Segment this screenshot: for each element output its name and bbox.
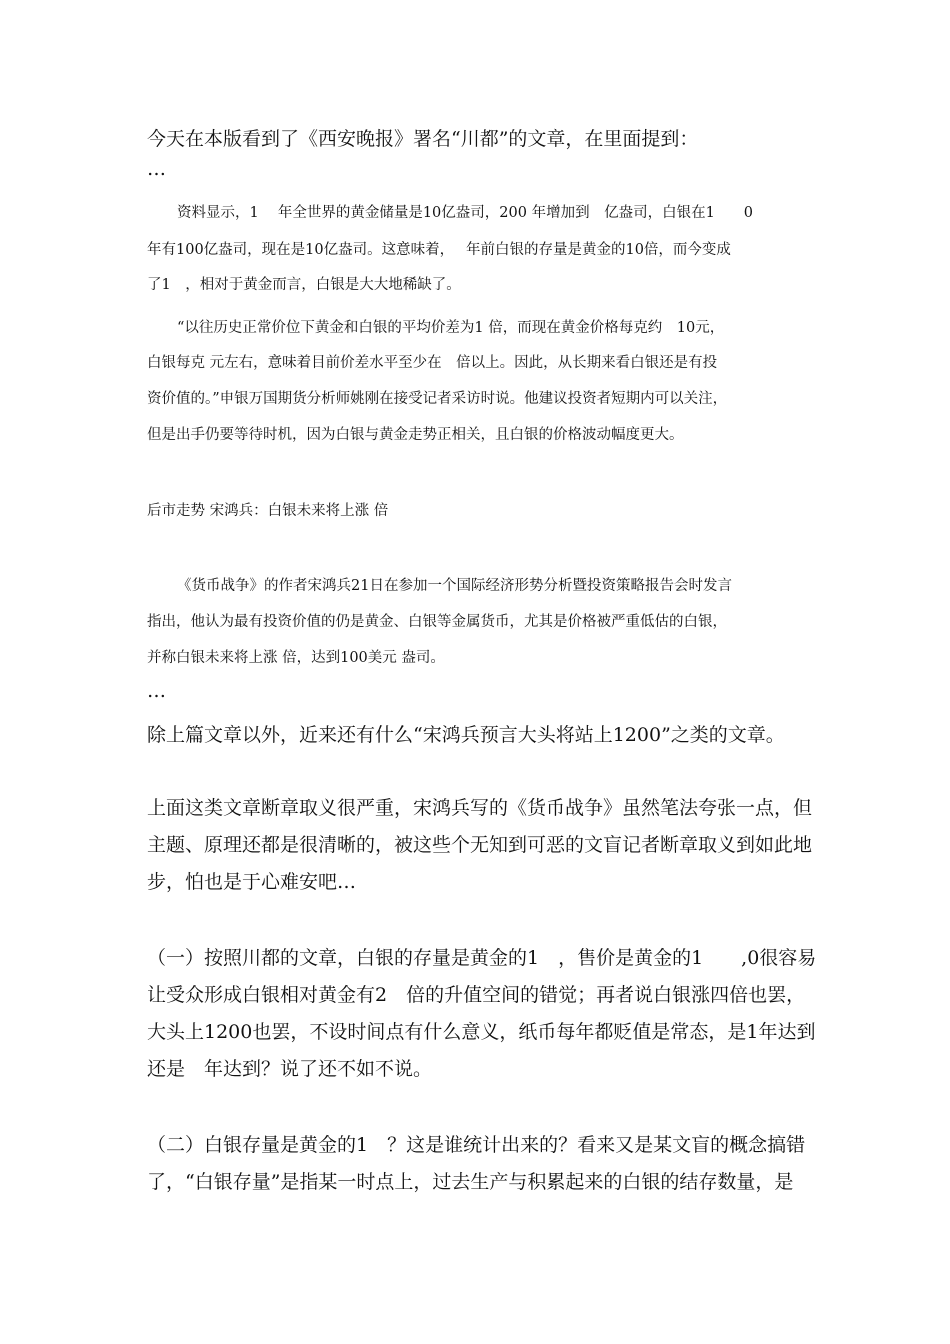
point-2-line-1: （二）白银存量是黄金的1 ？这是谁统计出来的？看来又是某文盲的概念搞错 — [147, 1134, 806, 1156]
comment-2-line-3: 步，怕也是于心难安吧… — [147, 871, 357, 893]
quote-p2-line-4: 但是出手仍要等待时机，因为白银与黄金走势正相关，且白银的价格波动幅度更大。 — [147, 427, 684, 443]
quote-p2-line-3: 资价值的。”申银万国期货分析师姚刚在接受记者采访时说。他建议投资者短期内可以关注， — [147, 391, 728, 407]
quote-p1-line-3: 了1 ，相对于黄金而言，白银是大大地稀缺了。 — [147, 277, 461, 293]
intro-line: 今天在本版看到了《西安晚报》署名“川都”的文章，在里面提到： — [147, 128, 699, 150]
point-1-line-1: （一）按照川都的文章，白银的存量是黄金的1 ，售价是黄金的1 ,0很容易 — [147, 947, 817, 969]
point-1-line-3: 大头上1200也罢，不设时间点有什么意义，纸币每年都贬值是常态，是1年达到 — [147, 1021, 816, 1043]
quote-p2-line-2: 白银每克 元左右，意味着目前价差水平至少在 倍以上。因此，从长期来看白银还是有投 — [147, 355, 718, 371]
quote-p1-line-2: 年有100亿盎司，现在是10亿盎司。这意味着， 年前白银的存量是黄金的10倍，而今变成 — [147, 242, 731, 258]
quote-p2-line-1: “以往历史正常价位下黄金和白银的平均价差为1 倍，而现在黄金价格每克约 10元， — [177, 320, 725, 336]
comment-1: 除上篇文章以外，近来还有什么“宋鸿兵预言大头将站上1200”之类的文章。 — [147, 724, 785, 746]
point-2-line-2: 了，“白银存量”是指某一时点上，过去生产与积累起来的白银的结存数量，是 — [147, 1171, 794, 1193]
subheading: 后市走势 宋鸿兵：白银未来将上涨 倍 — [147, 503, 389, 519]
quote-p1-line-1: 资料显示，1 年全世界的黄金储量是10亿盎司，200 年增加到 亿盎司，白银在1 0 — [177, 205, 754, 221]
ellipsis-top: … — [147, 158, 166, 180]
ellipsis-bottom: … — [147, 680, 166, 702]
quote-p3-line-1: 《货币战争》的作者宋鸿兵21日在参加一个国际经济形势分析暨投资策略报告会时发言 — [177, 578, 732, 594]
comment-2-line-2: 主题、原理还都是很清晰的，被这些个无知到可恶的文盲记者断章取义到如此地 — [147, 834, 813, 856]
comment-2-line-1: 上面这类文章断章取义很严重，宋鸿兵写的《货币战争》虽然笔法夸张一点，但 — [147, 797, 813, 819]
quote-p3-line-2: 指出，他认为最有投资价值的仍是黄金、白银等金属货币，尤其是价格被严重低估的白银， — [147, 614, 727, 630]
point-1-line-4: 还是 年达到？说了还不如不说。 — [147, 1058, 433, 1080]
point-1-line-2: 让受众形成白银相对黄金有2 倍的升值空间的错觉；再者说白银涨四倍也罢， — [147, 984, 806, 1006]
quote-p3-line-3: 并称白银未来将上涨 倍，达到100美元 盎司。 — [147, 650, 445, 666]
